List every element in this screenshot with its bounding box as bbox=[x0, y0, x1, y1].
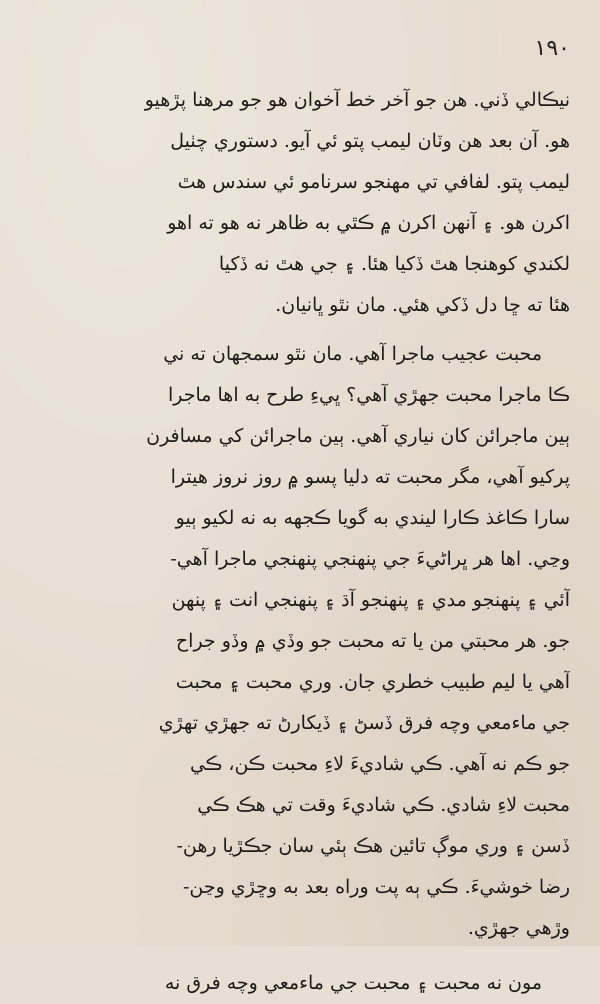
text-line: ڏسن ۽ وري موڳ تائين هڪ ٻئي سان جڪڙيا رهن- bbox=[176, 835, 570, 857]
text-line: مون نه محبت ۽ محبت جي ماءمعي وچه فرق نه bbox=[164, 972, 542, 994]
text-line: ڪا ماجرا محبت جهڙي آهي؟ ڀيءِ طرح به اها ماجرا bbox=[168, 384, 570, 406]
paragraph-2 bbox=[36, 334, 570, 949]
text-line: سارا ڪاغذ ڪارا ليندي به گويا ڪجهه به نه لکيو ٻيو bbox=[175, 507, 570, 529]
text-line: جو. هر محبتي من يا ته محبت جو وڏي ۾ وڏو جراح bbox=[175, 630, 570, 652]
page-number: ١٩٠ bbox=[534, 36, 570, 61]
text-line: پرکيو آهي، مگر محبت ته دليا پسو ۾ روز نروز هيترا bbox=[170, 466, 570, 488]
text-line: لکندي کوهنجا هٿ ڏکيا هئا. ۽ جي هٿ نه ڏکيا bbox=[218, 253, 570, 275]
text-line: آهي يا ليم طبيب خطري جان. وري محبت ۽ محبت bbox=[175, 671, 570, 693]
paragraph-1 bbox=[36, 80, 570, 326]
text-line: وڃي. اها هر ڀراڻيءَ جي پنهنجي پنهنجي ماجرا آهي- bbox=[170, 548, 570, 570]
text-line: رضا خوشيءَ. ڪي ٻه پت وراه بعد به وڇڙي وڃن- bbox=[182, 876, 570, 898]
text-line: نيڪالي ڏني. هن جو آخر خط آخوان هو جو مرهنا پڙهيو bbox=[144, 89, 570, 111]
text-line: هئا ته ڇا دل ڏکي هئي. مان نٿو ڀانيان. bbox=[275, 294, 570, 316]
text-line: محبت عجيب ماجرا آهي. مان نٿو سمجهان ته ني bbox=[163, 343, 542, 365]
text-line: ليمب پتو. لفافي تي مهنجو سرنامو ئي سندس هٿ bbox=[177, 171, 570, 193]
paragraph-gap bbox=[36, 326, 570, 334]
text-line: ٻين ماجرائن کان نياري آهي. ٻين ماجرائن کي مسافرن bbox=[146, 425, 570, 447]
paragraph-gap bbox=[36, 949, 570, 963]
text-line: محبت لاءِ شادي. ڪي شاديءَ وقت تي هڪ ڪي bbox=[197, 794, 570, 816]
text-line: جي ماءمعي وچه فرق ڏسڻ ۽ ڏيکارڻ ته جهڙي تهڙي bbox=[158, 712, 570, 734]
text-line: جو ڪم نه آهي. ڪي شاديءَ لاءِ محبت ڪن، ڪي bbox=[189, 753, 570, 775]
body-text bbox=[36, 80, 570, 1004]
text-line: هو. آن بعد هن وٽان ليمب پتو ئي آيو. دستوري چٺيل bbox=[170, 130, 570, 152]
text-line: اکرن هو. ۽ آنهن اکرن ۾ ڪٿي به ظاهر نه هو ته اهو bbox=[167, 212, 570, 234]
paragraph-3 bbox=[36, 963, 570, 1004]
text-line: آئي ۽ پنهنجو مدي ۽ پنهنجو آڌ ۽ پنهنجي انت ۽ پنهن bbox=[171, 589, 570, 611]
text-line: وڙهي جهڙي. bbox=[467, 917, 570, 939]
